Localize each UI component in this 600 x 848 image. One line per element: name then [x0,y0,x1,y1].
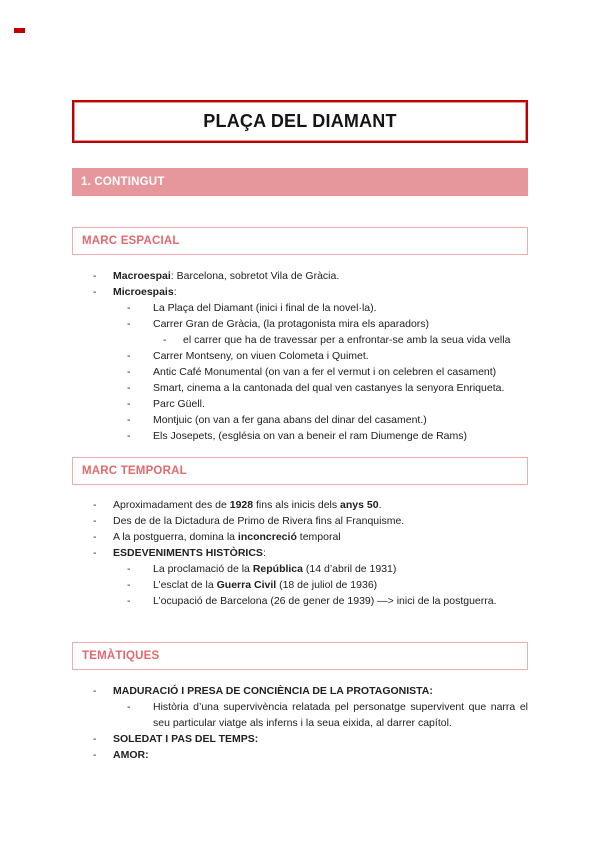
list-item-text: Des de de la Dictadura de Primo de Rivera fins al Franquisme. [113,515,405,527]
list-item [72,747,528,763]
list-item-text: Montjuic (on van a fer gana abans del dinar del casament.) [153,414,427,426]
list-item [72,593,528,609]
section-heading: MARC TEMPORAL [82,465,187,477]
list-item-text: AMOR: [113,749,149,761]
list-item [72,545,528,561]
page-title: PLAÇA DEL DIAMANT [203,111,397,131]
list-item-text: La proclamació de la República (14 d’abril de 1931) [153,563,397,575]
title-box-inner [74,102,526,141]
list-item [72,316,528,332]
list-item-text: MADURACIÓ I PRESA DE CONCIÈNCIA DE LA PROTAGONISTA: [113,685,433,697]
title-box [72,100,528,143]
section-banner [72,168,528,196]
bullet-list [72,683,528,763]
list-item-text: Els Josepets, (església on van a beneir el ram Diumenge de Rams) [153,430,467,442]
bullet-dash: - [127,414,131,426]
list-item [72,683,528,699]
list-item [72,497,528,513]
list-item [72,396,528,412]
bullet-dash: - [93,733,97,745]
list-item-text: Antic Café Monumental (on van a fer el vermut i on celebren el casament) [153,366,497,378]
section-heading: MARC ESPACIAL [82,235,180,247]
list-item [72,529,528,545]
list-item [72,268,528,284]
list-item-text: Parc Güell. [153,398,205,410]
list-item [72,364,528,380]
list-item [72,699,528,731]
section-heading: TEMÀTIQUES [82,650,160,662]
list-item [72,332,528,348]
list-item [72,577,528,593]
list-item-text: Carrer Gran de Gràcia, (la protagonista mira els aparadors) [153,318,430,330]
page-content [72,100,528,763]
bullet-dash: - [127,350,131,362]
bullet-dash: - [127,579,131,591]
list-item-text: ESDEVENIMENTS HISTÒRICS: [113,547,266,559]
bullet-dash: - [163,334,167,346]
bullet-dash: - [127,398,131,410]
list-item [72,412,528,428]
banner-label: 1. CONTINGUT [81,176,165,188]
bullet-dash: - [127,430,131,442]
bullet-dash: - [127,595,131,607]
bullet-dash: - [127,366,131,378]
list-item [72,561,528,577]
section-heading-box [72,642,528,670]
list-item-text: Macroespai: Barcelona, sobretot Vila de Gràcia. [113,270,340,282]
bullet-dash: - [93,685,97,697]
list-item [72,731,528,747]
section-heading-box [72,457,528,485]
bullet-dash: - [127,701,131,713]
section-heading-box [72,227,528,255]
list-item-text: SOLEDAT I PAS DEL TEMPS: [113,733,259,745]
bullet-dash: - [93,515,97,527]
bullet-dash: - [93,547,97,559]
bullet-dash: - [93,286,97,298]
list-item-text: Microespais: [113,286,177,298]
page-corner-mark [14,28,25,33]
list-item-text: Aproximadament des de 1928 fins als inicis dels anys 50. [113,499,382,511]
bullet-dash: - [93,749,97,761]
bullet-dash: - [93,270,97,282]
list-item-text: Carrer Montseny, on viuen Colometa i Quimet. [153,350,369,362]
list-item [72,428,528,444]
section [72,457,528,609]
list-item [72,300,528,316]
list-item [72,348,528,364]
section [72,227,528,444]
bullet-dash: - [127,318,131,330]
list-item-text: A la postguerra, domina la inconcreció temporal [113,531,341,543]
list-item-text: Història d’una supervivència relatada pel personatge supervivent que narra el seu particular viatge als inferns i la seua eixida, al darrer capítol. [153,701,528,729]
list-item-text: Smart, cinema a la cantonada del qual ven castanyes la senyora Enriqueta. [153,382,505,394]
list-item [72,513,528,529]
list-item-text: L’esclat de la Guerra Civil (18 de juliol de 1936) [153,579,378,591]
bullet-list [72,268,528,444]
bullet-list [72,497,528,609]
sections [72,227,528,763]
bullet-dash: - [93,499,97,511]
list-item-text: L’ocupació de Barcelona (26 de gener de 1939) —> inici de la postguerra. [153,595,497,607]
list-item-text: el carrer que ha de travessar per a enfrontar-se amb la seua vida vella [183,334,511,346]
bullet-dash: - [93,531,97,543]
section [72,642,528,763]
list-item [72,380,528,396]
bullet-dash: - [127,302,131,314]
bullet-dash: - [127,382,131,394]
list-item-text: La Plaça del Diamant (inici i final de la novel·la). [153,302,377,314]
list-item [72,284,528,300]
bullet-dash: - [127,563,131,575]
